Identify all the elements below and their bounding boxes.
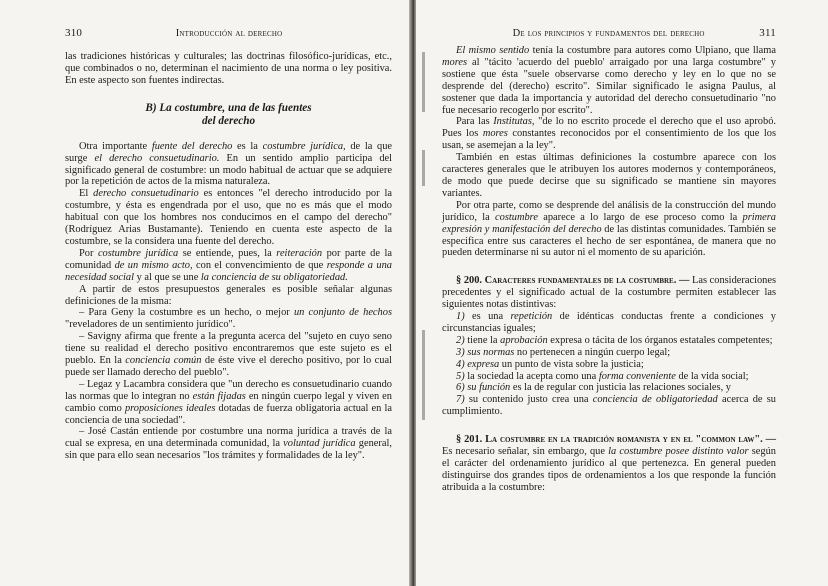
margin-scan-mark <box>422 330 425 420</box>
definition-item: – Legaz y Lacambra considera que "un derecho es consuetudinario cuando las normas que lo integran no están fijadas en ningún cuerpo legal y viven en cambio como proposiciones ideales dotadas de fuerza obligatoria actual en la conciencia de una sociedad". <box>65 378 392 426</box>
paragraph: El mismo sentido tenía la costumbre para autores como Ulpiano, que llama mores al "tácito 'acuerdo del pueblo' arraigado por una larga costumbre" y sostiene que ésta "suele observarse como derecho y ley en lo que no se desprende del (derecho) escrito". Similar significado le asigna Paulus, al sostener que dada la importancia y autoridad del derecho consuetudinario "no fue necesario recogerlo por escrito". <box>442 45 776 116</box>
left-page <box>0 0 412 586</box>
paragraph: las tradiciones históricas y culturales; las doctrinas filosófico-jurídicas, etc., que combinados o no, determinan el nacimiento de una norma o ley positiva. En este aspecto son fuentes indirectas. <box>65 51 392 86</box>
paragraph: Por costumbre jurídica se entiende, pues, la reiteración por parte de la comunidad de un mismo acto, con el convencimiento de que responde a una necesidad social y al que se une la conciencia de su obligatoriedad. <box>65 247 392 283</box>
paragraph: El derecho consuetudinario es entonces "el derecho introducido por la costumbre, y ésta es engendrada por el uso, que no es más que el modo habitual con que los hombres nos conducimos en el campo del derecho" (Rodríguez Arias Bustamante). Teniendo en cuenta este aspecto de la costumbre, se la considera una fuente del derecho. <box>65 188 392 247</box>
paragraph: También en estas últimas definiciones la costumbre aparece con los caracteres generales que le atribuyen los autores modernos y contemporáneos, de modo que puede decirse que su significado se mantiene sin mayores variantes. <box>442 152 776 199</box>
section-heading-line: B) La costumbre, una de las fuentes <box>145 101 312 114</box>
list-item: 2) tiene la aprobación expresa o tácita de los órganos estatales competentes; <box>456 334 773 346</box>
page-number: 310 <box>65 27 83 39</box>
left-page-body <box>65 51 392 462</box>
paragraph: Otra importante fuente del derecho es la costumbre jurídica, de la que surge el derecho consuetudinario. En un sentido amplio participa del significado general de costumbre: un modo habitual de actuar que se adquiere por la repetición de actos de la misma naturaleza. <box>65 140 393 188</box>
paragraph: Por otra parte, como se desprende del análisis de la construcción del mundo jurídico, la costumbre aparece a lo largo de ese proceso como la primera expresión y manifestación del derecho de las distintas comunidades. También se especifica entre sus caracteres el hecho de ser espontánea, de manera que no pueden determinarse ni su autor ni el momento de su aparición. <box>442 199 776 259</box>
right-page <box>416 0 828 586</box>
margin-scan-mark <box>422 52 425 112</box>
running-head: Introducción al derecho <box>175 28 283 39</box>
paragraph: A partir de estos presupuestos generales es posible señalar algunas definiciones de la misma: <box>65 283 392 307</box>
list-item: 3) sus normas no pertenecen a ningún cuerpo legal; <box>456 346 671 358</box>
section-heading: § 201. La costumbre en la tradición romanista y en el "common law". — <box>456 434 776 446</box>
list-item: 5) la sociedad la acepta como una forma conveniente de la vida social; <box>456 370 749 382</box>
list-item: 7) su contenido justo crea una conciencia de obligatoriedad acerca de su cumplimiento. <box>442 394 777 418</box>
running-head: De los principios y fundamentos del derecho <box>512 28 705 39</box>
section-paragraph-200: § 200. Caracteres fundamentales de la costumbre. — Las consideraciones precedentes y el significado actual de la costumbre permiten establecer las siguientes notas distintivas: <box>442 275 776 311</box>
list-item: 1) es una repetición de idénticas conductas frente a condiciones y circunstancias iguales; <box>442 311 776 334</box>
right-page-header <box>442 27 776 39</box>
paragraph: Para las Institutas, "de lo no escrito procede el derecho que el uso aprobó. Pues los mores constantes reconocidos por el consentimiento de los que los usan, se asemejan a la ley". <box>442 116 777 152</box>
left-page-header <box>65 27 392 39</box>
right-page-body <box>442 45 776 494</box>
section-heading-line: del derecho <box>201 114 256 127</box>
section-heading <box>65 102 392 128</box>
page-number: 311 <box>759 27 776 39</box>
list-item: 4) expresa un punto de vista sobre la justicia; <box>456 358 644 370</box>
section-heading: § 200. Caracteres fundamentales de la costumbre. — <box>456 275 690 287</box>
definition-item: – José Castán entiende por costumbre una norma jurídica a través de la cual se expresa, en una determinada comunidad, la voluntad jurídica general, sin que para ello sean necesarios "los trámites y formalidades de la ley". <box>65 426 392 462</box>
definition-item: – Savigny afirma que frente a la pregunta acerca del "sujeto en cuyo seno tiene su realidad el derecho positivo encontraremos que este sujeto es el pueblo. En la conciencia común de éste vive el derecho positivo, por lo cual puede ser llamado derecho del pueblo". <box>65 331 392 378</box>
margin-scan-mark <box>422 150 425 186</box>
definition-item: – Para Geny la costumbre es un hecho, o mejor un conjunto de hechos "reveladores de un sentimiento jurídico". <box>65 307 392 331</box>
list-item: 6) su función es la de regular con justicia las relaciones sociales, y <box>456 382 731 394</box>
section-paragraph-201: § 201. La costumbre en la tradición romanista y en el "common law". — Es necesario señalar, sin embargo, que la costumbre posee distinto valor según el carácter del ordenamiento jurídico al que pertenezca. En general pueden distinguirse dos grandes tipos de ordenamientos a los que responde la función atribuida a la costumbre: <box>442 434 776 493</box>
